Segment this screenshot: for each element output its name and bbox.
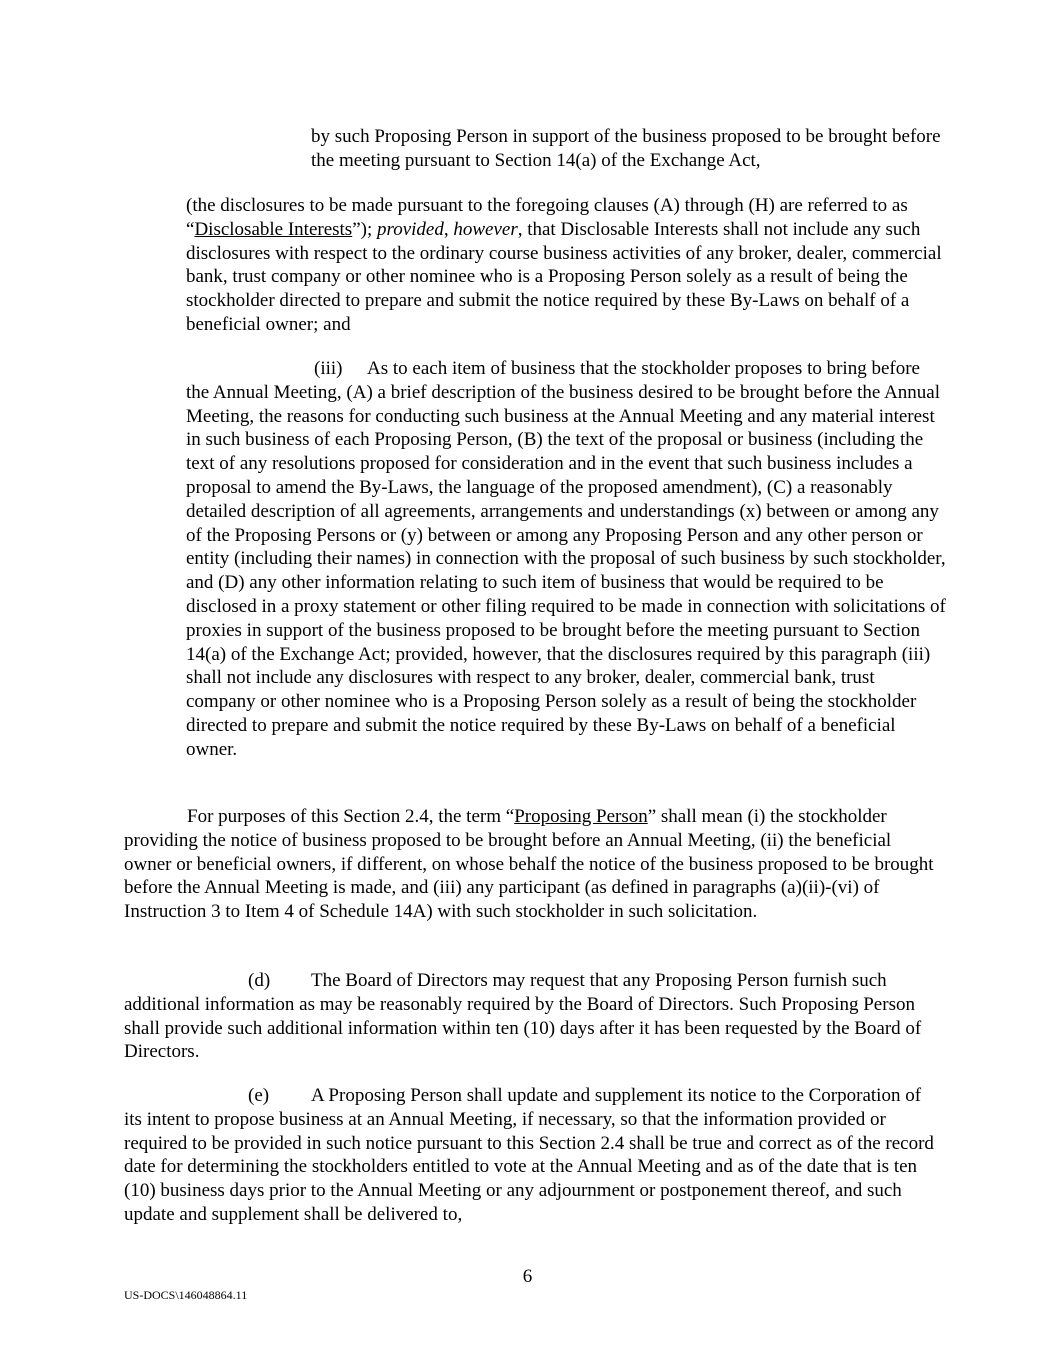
disclosures-text-1: (the disclosures to be made pursuant to the foregoing clauses (A) through (H) are referred to as “ <box>186 195 908 240</box>
item-e-number: (e) <box>248 1085 270 1106</box>
disclosable-interests-paragraph <box>186 194 946 337</box>
continued-clause-fragment: by such Proposing Person in support of the business proposed to be brought before the meeting pursuant to Section 14(a) of the Exchange Act, <box>311 126 941 171</box>
proposing-person-text-1: For purposes of this Section 2.4, the term “ <box>187 806 515 827</box>
item-d-number: (d) <box>248 970 271 991</box>
document-id-footer: US-DOCS\146048864.11 <box>124 1288 248 1302</box>
item-iii-number: (iii) <box>314 358 343 379</box>
item-iii-text: As to each item of business that the stockholder proposes to bring before the Annual Meeting, (A) a brief description of the business desired to be brought before the Annual Meeting, the reasons for conducting such business at the Annual Meeting and any material interest in such business of each Proposing Person, (B) the text of the proposal or business (including the text of any resolutions proposed for consideration and in the event that such business includes a proposal to amend the By-Laws, the language of the proposed amendment), (C) a reasonably detailed description of all agreements, arrangements and understandings (x) between or among any of the Proposing Persons or (y) between or among any Proposing Person and any other person or entity (including their names) in connection with the proposal of such business by such stockholder, and (D) any other information relating to such item of business that would be required to be disclosed in a proxy statement or other filing required to be made in connection with solicitations of proxies in support of the business proposed to be brought before the meeting pursuant to Section 14(a) of the Exchange Act; provided, however, that the disclosures required by this paragraph (iii) shall not include any disclosures with respect to any broker, dealer, commercial bank, trust company or other nominee who is a Proposing Person solely as a result of being the stockholder directed to prepare and submit the notice required by these By-Laws on behalf of a beneficial owner. <box>186 358 946 760</box>
item-e-paragraph <box>124 1084 939 1227</box>
page-number: 6 <box>522 1266 533 1287</box>
disclosures-comma: , <box>443 218 454 240</box>
disclosures-text-3: , that Disclosable Interests shall not include any such disclosures with respect to the ordinary course business activities of any broker, dealer, commercial bank, trust company or other nominee who is a Proposing Person solely as a result of being the stockholder directed to prepare and submit the notice required by these By-Laws on behalf of a beneficial owner; and <box>186 218 942 335</box>
item-d-text: The Board of Directors may request that any Proposing Person furnish such additional information as may be reasonably required by the Board of Directors. Such Proposing Person shall provide such additional information within ten (10) days after it has been requested by the Board of Directors. <box>124 970 922 1063</box>
item-iii-paragraph <box>186 357 946 762</box>
disclosures-text-2: ”); <box>352 218 377 240</box>
item-d-paragraph <box>124 969 939 1064</box>
item-e-text: A Proposing Person shall update and supplement its notice to the Corporation of its intent to propose business at an Annual Meeting, if necessary, so that the information provided or required to be provided in such notice pursuant to this Section 2.4 shall be true and correct as of the record date for determining the stockholders entitled to vote at the Annual Meeting and as of the date that is ten (10) business days prior to the Annual Meeting or any adjournment or postponement thereof, and such update and supplement shall be delivered to, <box>124 1085 934 1225</box>
provided-italic: provided <box>377 218 444 240</box>
proposing-person-term: Proposing Person <box>514 806 648 827</box>
disclosable-interests-term: Disclosable Interests <box>194 218 353 240</box>
proposing-person-text-2: ” shall mean (i) the stockholder providing the notice of business proposed to be brought before an Annual Meeting, (ii) the beneficial owner or beneficial owners, if different, on whose behalf the notice of the business proposed to be brought before the Annual Meeting is made, and (iii) any participant (as defined in paragraphs (a)(ii)-(vi) of Instruction 3 to Item 4 of Schedule 14A) with such stockholder in such solicitation. <box>124 806 934 923</box>
proposing-person-definition <box>124 805 939 924</box>
however-italic: however <box>453 218 518 240</box>
